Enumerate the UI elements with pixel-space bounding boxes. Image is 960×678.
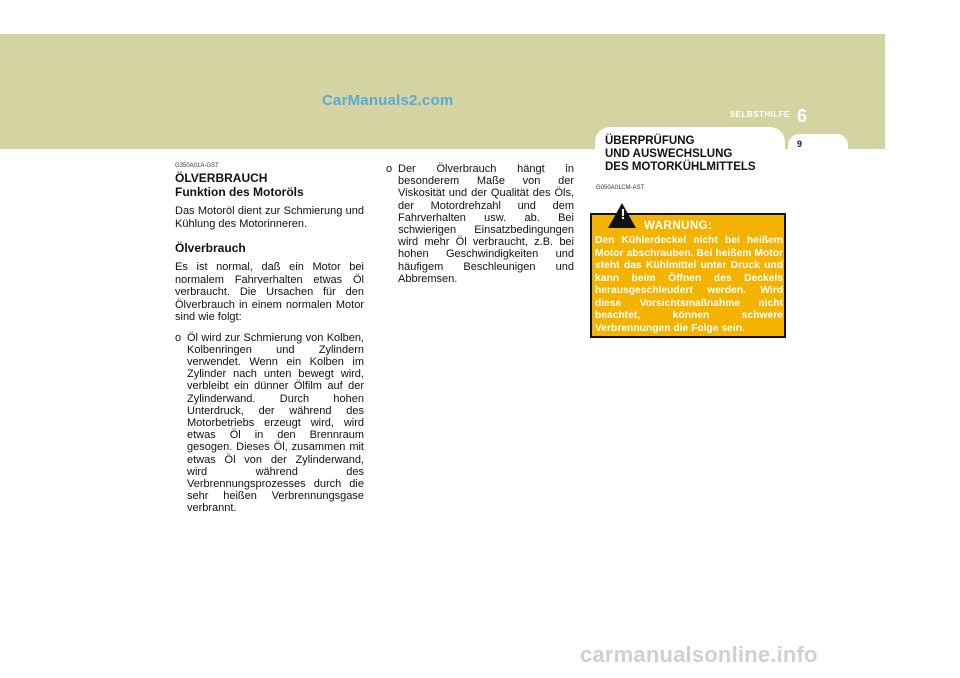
bullet-text: Öl wird zur Schmierung von Kolben, Kolbenringen und Zylindern verwendet. Wenn ein Kolben im Zylinder nach unten bewegt wird, verbleibt ein dünner Ölfilm auf der Zylinderwand. Durch hohen Unterdruck, der während des Motorbetriebs erzeugt wird, wird etwas Öl in den Brennraum gesogen. Dieses Öl, zusammen mit etwas Öl von der Zylinderwand, wird während des Verbrennungsprozesses durch die sehr heißen Verbrennungsgase verbrannt. xyxy=(187,331,364,515)
left-column xyxy=(175,163,364,515)
bullet-text: Der Ölverbrauch hängt in besonderem Maße von der Viskosität und der Qualität des Öls, der Motordrehzahl und dem Fahrverhalten usw. ab. Bei schwierigen Einsatzbedingungen wird mehr Öl verbraucht, z.B. bei hohen Geschwindigkeiten und häufigem Beschleunigen und Abbremsen. xyxy=(398,163,574,285)
bullet-item xyxy=(386,163,574,285)
bullet-mark: o xyxy=(175,331,182,344)
page-number: 9 xyxy=(797,139,803,149)
watermark-top-link[interactable]: CarManuals2.com xyxy=(322,92,454,109)
warning-box xyxy=(590,206,786,338)
left-heading xyxy=(175,171,364,199)
chapter-number: 6 xyxy=(796,106,807,126)
warning-exclamation: ! xyxy=(620,206,626,223)
right-column xyxy=(596,185,790,191)
left-section-code: G350A01A-GST xyxy=(175,163,219,169)
section-title xyxy=(605,135,805,174)
left-heading-line-2: Funktion des Motoröls xyxy=(175,185,304,199)
intro-paragraph: Das Motoröl dient zur Schmierung und Kühlung des Motorinneren. xyxy=(175,205,364,230)
section-title-line-3: DES MOTORKÜHLMITTELS xyxy=(605,161,756,173)
oil-consumption-paragraph: Es ist normal, daß ein Motor bei normalem Fahrverhalten etwas Öl verbraucht. Die Ursachen für den Ölverbrauch in einem normalen Motor sind wie folgt: xyxy=(175,261,364,323)
warning-title: WARNUNG: xyxy=(644,220,713,232)
subheading-oil-consumption: Ölverbrauch xyxy=(175,241,246,255)
watermark-bottom: carmanualsonline.info xyxy=(580,642,818,667)
warning-text: Den Kühlerdeckel nicht bei heißem Motor abschrauben. Bei heißem Motor steht das Kühlmittel unter Druck und kann beim Öffnen des Deckels herausgeschleudert werden. Wird diese Vorsichtsmaßnahme nicht beachtet, können schwere Verbrennungen die Folge sein. xyxy=(595,235,783,334)
section-title-line-1: ÜBERPRÜFUNG xyxy=(605,135,695,147)
section-label: SELBSTHILFE xyxy=(729,110,790,119)
bullet-item xyxy=(175,332,364,515)
bullet-mark: o xyxy=(386,163,393,175)
section-title-line-2: UND AUSWECHSLUNG xyxy=(605,148,733,160)
right-section-code: G050A01CM-AST xyxy=(596,185,645,191)
middle-column xyxy=(386,163,574,285)
left-heading-line-1: ÖLVERBRAUCH xyxy=(175,171,268,185)
